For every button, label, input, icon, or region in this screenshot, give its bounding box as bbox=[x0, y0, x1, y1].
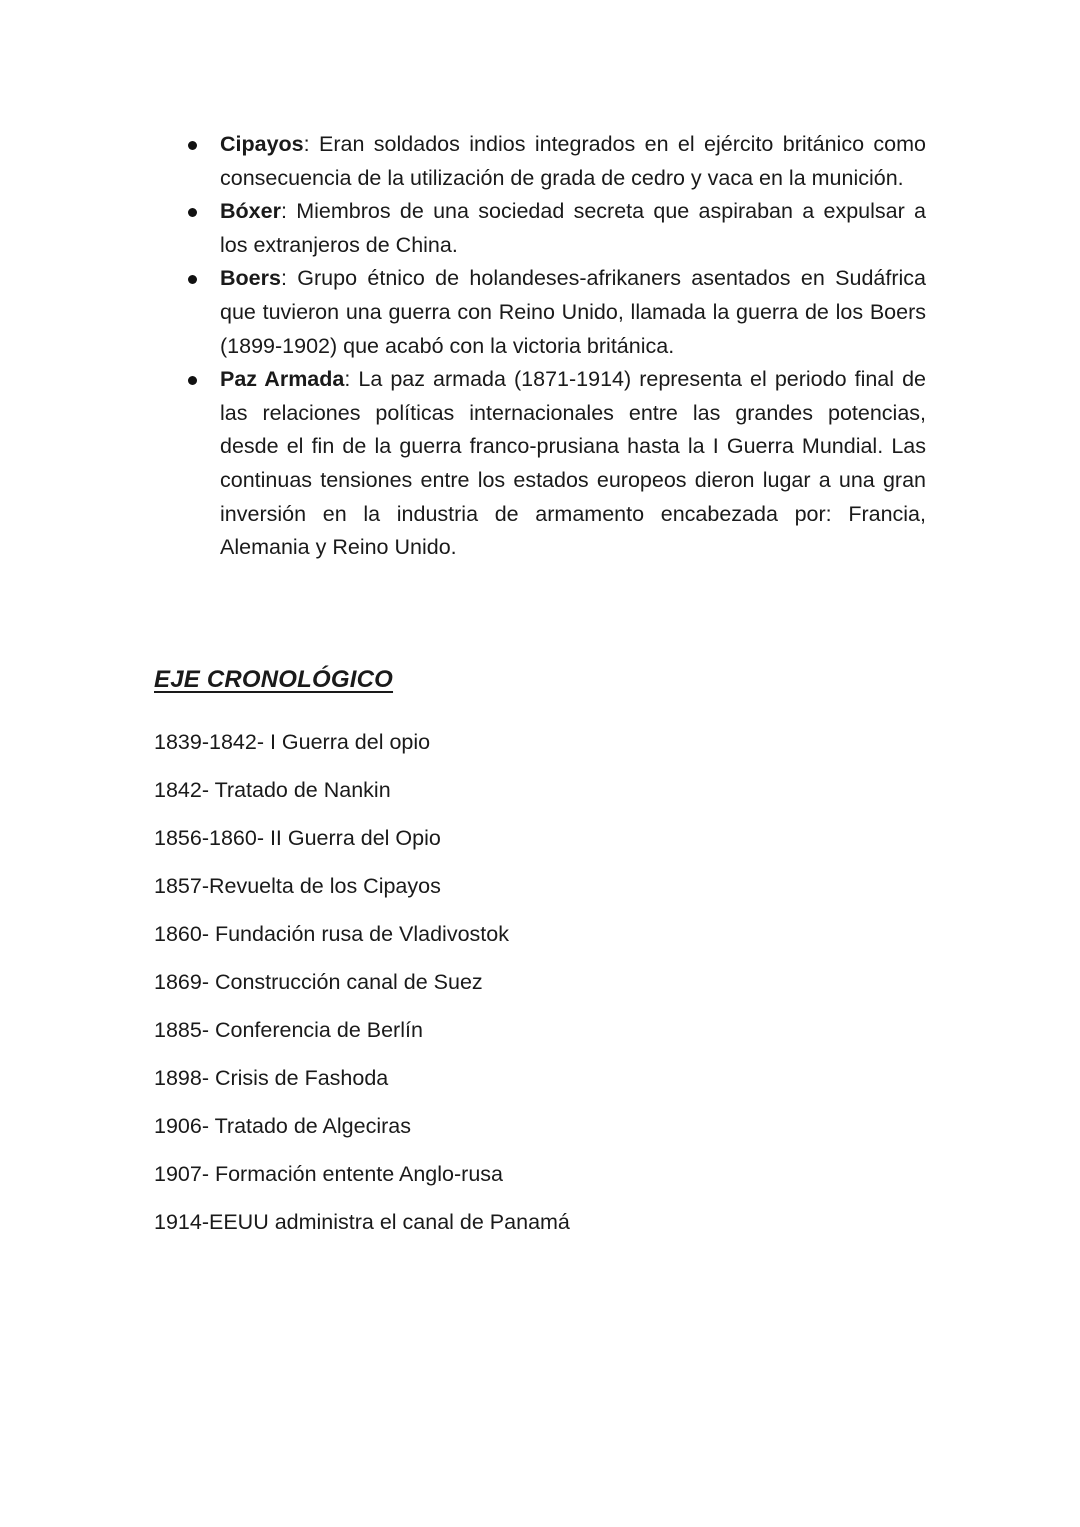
glossary-definition: : La paz armada (1871-1914) representa el periodo final de las relaciones políticas internacionales entre las grandes potencias, desde el fin de la guerra franco-prusiana hasta la I Guerra Mundial. Las continuas tensiones entre los estados europeos dieron lugar a una gran inversión en la industria de armamento encabezada por: Francia, Alemania y Reino Unido. bbox=[220, 367, 926, 560]
timeline-event: 1907- Formación entente Anglo-rusa bbox=[154, 1162, 503, 1186]
timeline-event: 1860- Fundación rusa de Vladivostok bbox=[154, 922, 509, 946]
timeline-event: 1869- Construcción canal de Suez bbox=[154, 970, 483, 994]
timeline-event: 1839-1842- I Guerra del opio bbox=[154, 730, 431, 754]
timeline-title: EJE CRONOLÓGICO bbox=[154, 666, 394, 693]
timeline-event: 1898- Crisis de Fashoda bbox=[154, 1066, 389, 1090]
bullet-icon bbox=[188, 275, 197, 284]
glossary-term: Bóxer bbox=[220, 199, 281, 224]
glossary-definition: : Eran soldados indios integrados en el ejército británico como consecuencia de la utilización de grada de cedro y vaca en la munición. bbox=[220, 132, 926, 190]
bullet-icon bbox=[188, 208, 197, 217]
glossary-item-cipayos bbox=[186, 128, 926, 195]
glossary-list bbox=[186, 128, 926, 565]
timeline-event: 1885- Conferencia de Berlín bbox=[154, 1018, 423, 1042]
timeline-event: 1914-EEUU administra el canal de Panamá bbox=[154, 1210, 570, 1234]
bullet-icon bbox=[188, 376, 197, 385]
glossary-term: Boers bbox=[220, 266, 281, 291]
glossary-item-boers bbox=[186, 262, 926, 363]
glossary-definition: : Miembros de una sociedad secreta que aspiraban a expulsar a los extranjeros de China. bbox=[220, 199, 926, 257]
glossary-definition: : Grupo étnico de holandeses-afrikaners asentados en Sudáfrica que tuvieron una guerra con Reino Unido, llamada la guerra de los Boers (1899-1902) que acabó con la victoria británica. bbox=[220, 266, 926, 358]
bullet-icon bbox=[188, 141, 197, 150]
glossary-item-boxer bbox=[186, 195, 926, 262]
timeline-event: 1856-1860- II Guerra del Opio bbox=[154, 826, 441, 850]
timeline-event: 1906- Tratado de Algeciras bbox=[154, 1114, 411, 1138]
glossary-term: Cipayos bbox=[220, 132, 304, 156]
timeline-event: 1842- Tratado de Nankin bbox=[154, 778, 391, 802]
timeline-event: 1857-Revuelta de los Cipayos bbox=[154, 874, 441, 898]
glossary-item-paz-armada bbox=[186, 363, 926, 565]
timeline-list bbox=[154, 718, 570, 1246]
glossary-term: Paz Armada bbox=[220, 367, 345, 392]
